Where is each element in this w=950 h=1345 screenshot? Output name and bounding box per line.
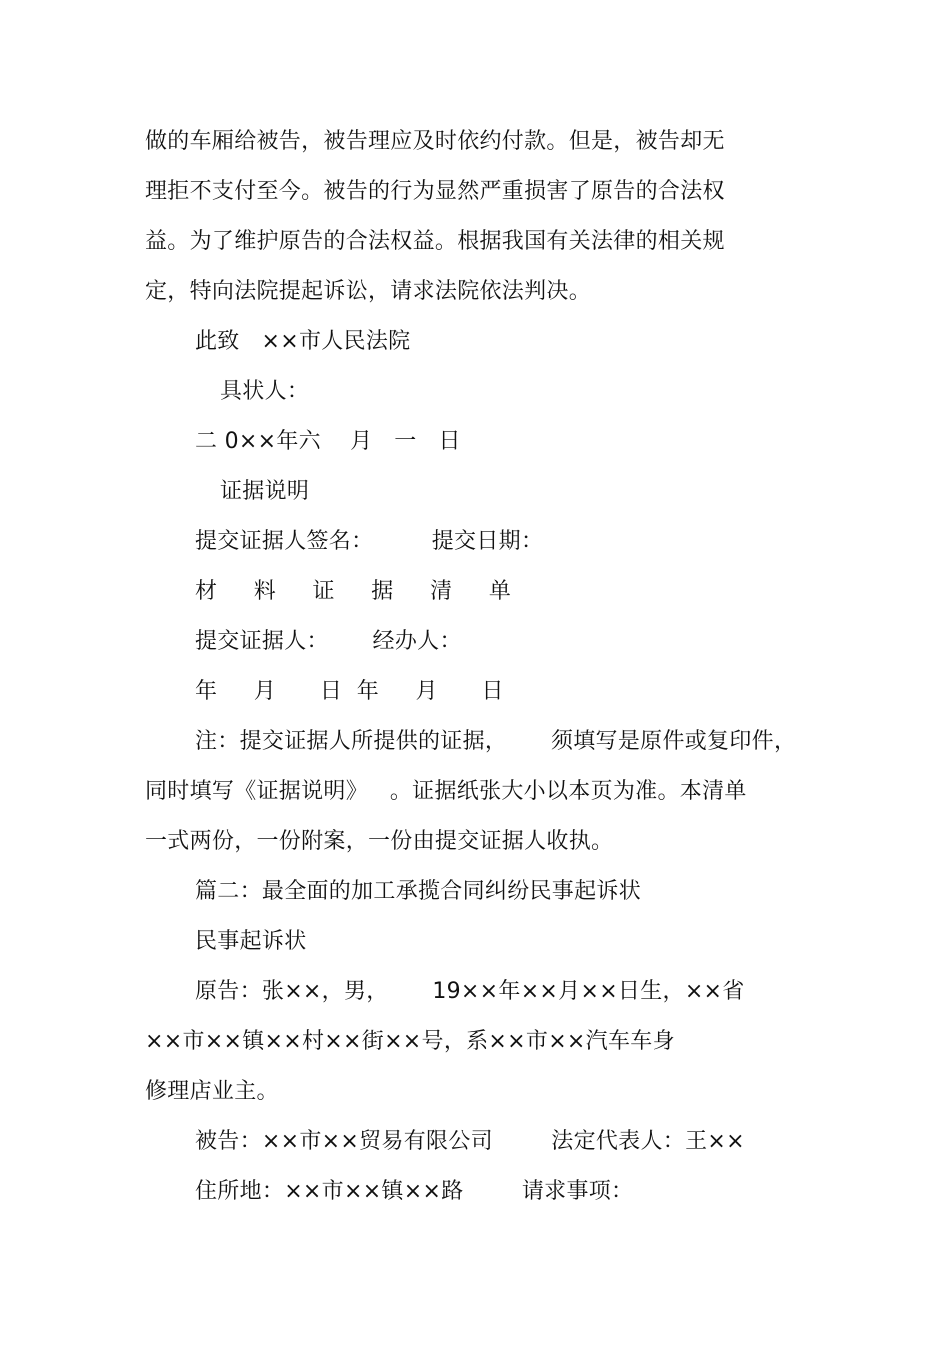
complaint-title: 民事起诉状: [195, 929, 307, 954]
note-line: 一式两份，一份附案，一份由提交证据人收执。: [145, 829, 614, 854]
address-line: 住所地：××市××镇××路 请求事项：: [195, 1179, 634, 1204]
plaintiff-line: 修理店业主。: [145, 1079, 279, 1104]
body-paragraph-line: 理拒不支付至今。被告的行为显然严重损害了原告的合法权: [145, 179, 725, 204]
plaintiff-line: 原告：张××，男， 19××年××月××日生，××省: [195, 979, 745, 1004]
submitter-line: 提交证据人： 经办人：: [195, 629, 462, 654]
salutation-line: 此致 ××市人民法院: [195, 329, 411, 354]
note-line: 同时填写《证据说明》 。证据纸张大小以本页为准。本清单: [145, 779, 747, 804]
evidence-list-title: 材 料 证 据 清 单: [195, 579, 512, 604]
body-paragraph-line: 定，特向法院提起诉讼，请求法院依法判决。: [145, 279, 592, 304]
evidence-heading: 证据说明: [220, 479, 310, 504]
defendant-line: 被告：××市××贸易有限公司 法定代表人：王××: [195, 1129, 745, 1154]
date-line: 二 0××年六 月 一 日: [195, 429, 461, 454]
evidence-signature-line: 提交证据人签名： 提交日期：: [195, 529, 544, 554]
plaintiff-line: ××市××镇××村××街××号，系××市××汽车车身: [145, 1029, 675, 1054]
body-paragraph-line: 益。为了维护原告的合法权益。根据我国有关法律的相关规: [145, 229, 725, 254]
note-line: 注：提交证据人所提供的证据， 须填写是原件或复印件，: [195, 729, 797, 754]
signatory-label: 具状人：: [220, 379, 310, 404]
section-heading: 篇二：最全面的加工承揽合同纠纷民事起诉状: [195, 879, 642, 904]
date-blanks-line: 年 月 日 年 月 日: [195, 679, 504, 704]
body-paragraph-line: 做的车厢给被告，被告理应及时依约付款。但是，被告却无: [145, 129, 725, 154]
